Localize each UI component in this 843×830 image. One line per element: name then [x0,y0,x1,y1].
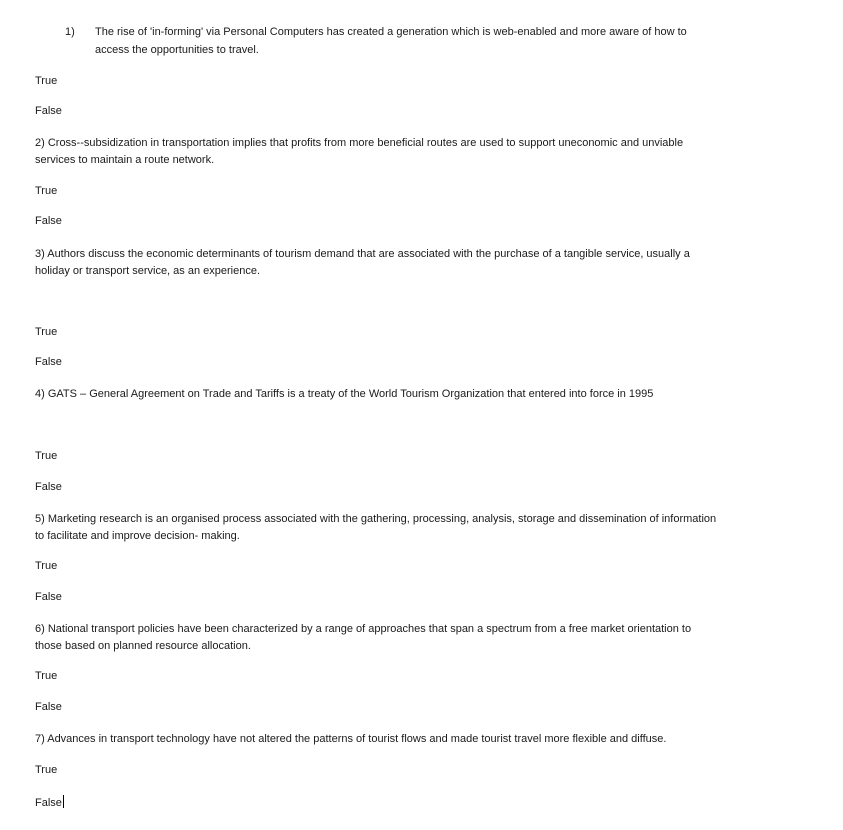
question-1-false-option: False [35,105,62,117]
question-4-text-line-1: 4) GATS – General Agreement on Trade and Tariffs is a treaty of the World Tourism Organization that entered into force in 1995 [35,388,654,400]
question-2-true-option: True [35,185,58,197]
question-7-true-option: True [35,764,58,776]
question-1-text-line-2: access the opportunities to travel. [95,44,259,56]
question-2-false-option: False [35,215,62,227]
question-7-false-option [35,795,64,810]
question-3-true-option: True [35,326,58,338]
question-5-text-line-1: 5) Marketing research is an organised process associated with the gathering, processing, analysis, storage and dissemination of information [35,513,717,525]
question-6-text-line-2: those based on planned resource allocation. [35,640,251,652]
question-6-true-option: True [35,670,58,682]
question-1-text-line-1: The rise of 'in-forming' via Personal Computers has created a generation which is web-enabled and more aware of how to [95,26,687,38]
question-7-text-line-1: 7) Advances in transport technology have not altered the patterns of tourist flows and made tourist travel more flexible and diffuse. [35,733,667,745]
question-5-true-option: True [35,560,58,572]
question-3-text-line-2: holiday or transport service, as an experience. [35,265,261,277]
question-1-true-option: True [35,75,58,87]
question-6-text-line-1: 6) National transport policies have been characterized by a range of approaches that span a spectrum from a free market orientation to [35,623,692,635]
text-cursor [63,795,64,808]
question-2-text-line-2: services to maintain a route network. [35,154,215,166]
question-5-text-line-2: to facilitate and improve decision- making. [35,530,240,542]
question-7-false-label: False [35,797,62,809]
question-5-false-option: False [35,591,62,603]
question-3-text-line-1: 3) Authors discuss the economic determinants of tourism demand that are associated with the purchase of a tangible service, usually a [35,248,690,260]
question-4-true-option: True [35,450,58,462]
question-2-text-line-1: 2) Cross--subsidization in transportation implies that profits from more beneficial routes are used to support uneconomic and unviable [35,137,684,149]
question-3-false-option: False [35,356,62,368]
question-6-false-option: False [35,701,62,713]
question-4-false-option: False [35,481,62,493]
question-1-number: 1) [65,26,75,38]
